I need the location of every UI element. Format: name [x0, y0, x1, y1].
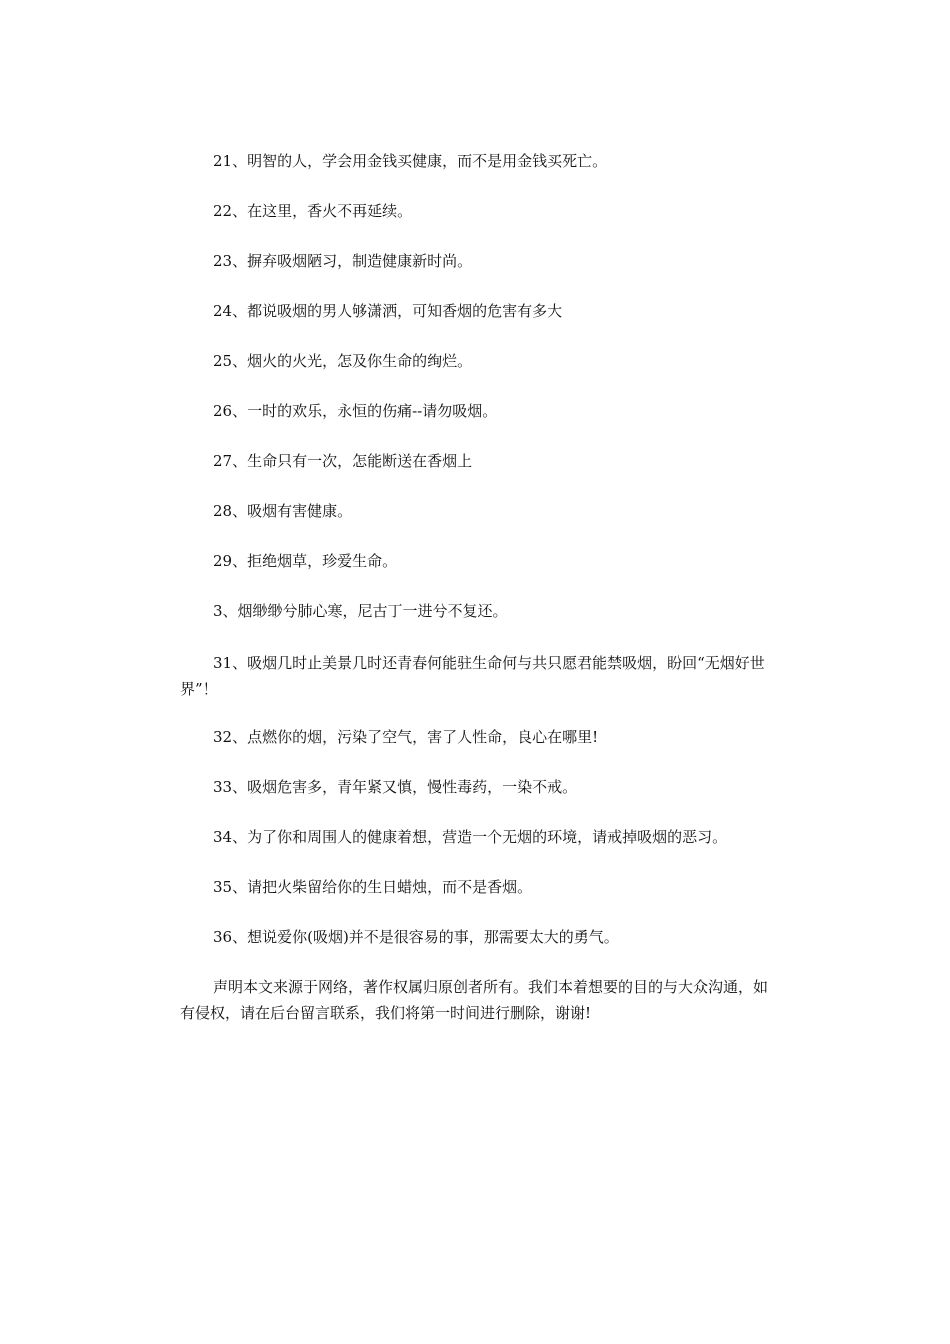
slogan-27: 27、生命只有一次，怎能断送在香烟上 [213, 452, 473, 470]
slogan-3: 3、烟缈缈兮肺心寒，尼古丁一进兮不复还。 [213, 602, 508, 620]
document-body [180, 150, 780, 1026]
slogan-21: 21、明智的人，学会用金钱买健康，而不是用金钱买死亡。 [213, 152, 608, 170]
slogan-35: 35、请把火柴留给你的生日蜡烛，而不是香烟。 [213, 878, 533, 896]
disclaimer-paragraph: 声明本文来源于网络，著作权属归原创者所有。我们本着想要的目的与大众沟通，如有侵权，请在后台留言联系，我们将第一时间进行删除，谢谢! [180, 978, 769, 1022]
slogan-25: 25、烟火的火光，怎及你生命的绚烂。 [213, 352, 473, 370]
slogan-23: 23、摒弃吸烟陋习，制造健康新时尚。 [213, 252, 473, 270]
slogan-31: 31、吸烟几时止美景几时还青春何能驻生命何与共只愿君能禁吸烟，盼回“无烟好世界”！ [180, 654, 765, 698]
slogan-34: 34、为了你和周围人的健康着想，营造一个无烟的环境，请戒掉吸烟的恶习。 [213, 828, 728, 846]
slogan-33: 33、吸烟危害多，青年紧又慎，慢性毒药，一染不戒。 [213, 778, 578, 796]
slogan-32: 32、点燃你的烟，污染了空气，害了人性命，良心在哪里! [213, 728, 599, 746]
slogan-26: 26、一时的欢乐，永恒的伤痛--请勿吸烟。 [213, 402, 498, 420]
slogan-29: 29、拒绝烟草，珍爱生命。 [213, 552, 398, 570]
slogan-36: 36、想说爱你(吸烟)并不是很容易的事，那需要太大的勇气。 [213, 928, 619, 946]
slogan-24: 24、都说吸烟的男人够潇洒，可知香烟的危害有多大 [213, 302, 563, 320]
slogan-22: 22、在这里，香火不再延续。 [213, 202, 413, 220]
slogan-28: 28、吸烟有害健康。 [213, 502, 353, 520]
